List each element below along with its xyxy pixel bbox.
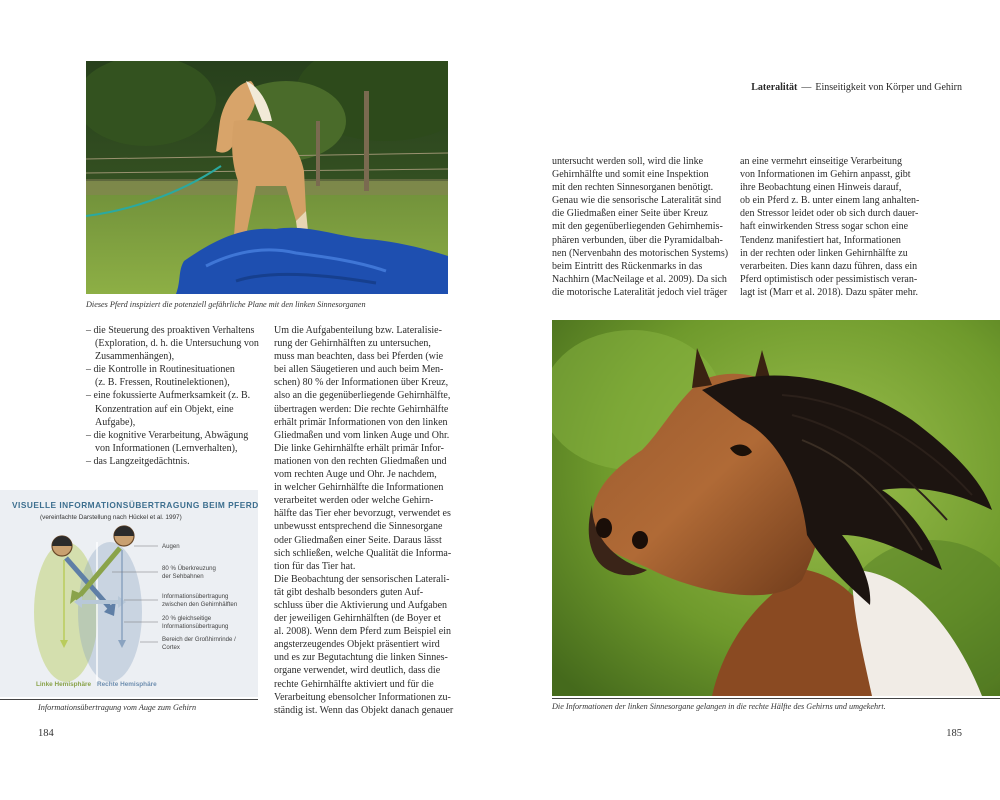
label-transfer-line-2: zwischen den Gehirnhälften (162, 601, 238, 608)
text-line: Gehirnhälfte und somit eine Inspektion (552, 169, 709, 181)
horse-portrait-photo (552, 320, 1000, 696)
text-line: ihre Beobachtung einen Hinweis darauf, (740, 182, 902, 194)
running-head-chapter: Lateralität (751, 82, 798, 93)
bullet-line: – eine fokussierte Aufmerksamkeit (z. B. (86, 390, 251, 402)
text-line: organe verwendet, wird deutlich, dass die (274, 665, 441, 677)
text-line: Um die Aufgabenteilung bzw. Lateralisie- (274, 325, 442, 336)
label-cortex-line-2: Cortex (162, 644, 180, 651)
right-eye-icon (114, 526, 134, 546)
visual-transfer-diagram (0, 490, 258, 697)
bullet-line: (Exploration, d. h. die Untersuchung von (95, 338, 259, 350)
text-line: unbewusst entsprechend die Sinnesorgane (274, 521, 443, 533)
text-line: phären verbunden, über die Pyramidalbah- (552, 234, 723, 246)
text-line: al. 2008). Wenn dem Pferd zum Beispiel ein (274, 626, 452, 638)
bullet-line: (z. B. Fressen, Routinelektionen), (95, 377, 230, 389)
text-line: haft einwirkenden Stress sogar schon eine (740, 221, 909, 233)
text-line: ständig ist. Wenn das Objekt danach genauer (274, 704, 454, 716)
bullet-line: – das Langzeitgedächtnis. (86, 455, 190, 467)
text-line: lagt ist (Marr et al. 2018). Dazu später mehr. (740, 286, 918, 298)
horse-tarp-photo (86, 61, 448, 294)
text-line: und es zur Begutachtung die linken Sinnes- (274, 652, 448, 664)
label-same-line-1: 20 % gleichseitige (162, 615, 212, 622)
label-eyes: Augen (162, 543, 180, 550)
text-line: untersucht werden soll, wird die linke (552, 156, 704, 167)
bullet-line: – die Steuerung des proaktiven Verhaltens (86, 325, 255, 336)
diagram-caption: Informationsübertragung vom Auge zum Gehirn (38, 703, 197, 712)
text-line: schluss über die Aktivierung und Aufgaben (274, 599, 448, 611)
right-hemisphere-label: Rechte Hemisphäre (97, 681, 157, 688)
caption-rule (0, 699, 258, 700)
caption-rule (552, 698, 1000, 699)
top-photo-caption: Dieses Pferd inspiziert die potenziell gefährliche Plane mit den linken Sinnesorganen (86, 300, 366, 309)
left-eye-icon (52, 536, 72, 556)
bullet-line: Konzentration auf ein Objekt, eine (95, 403, 234, 415)
text-line: übertragen werden: Die rechte Gehirnhälfte (274, 403, 449, 415)
text-line: hälfte das Tier eher bevorzugt, verwendet es (274, 508, 451, 520)
running-head-dash: — (801, 82, 812, 93)
bullet-line: von Informationen (Lernverhalten), (95, 442, 238, 454)
text-line: von Informationen im Gehirn anpasst, gibt (740, 169, 911, 181)
text-line: oder Gliedmaßen einer Seite. Daraus lässt (274, 534, 442, 546)
text-line: die motorische Lateralität jedoch viel träger (552, 286, 728, 298)
text-line: Die linke Gehirnhälfte erhält primär Infor- (274, 442, 445, 454)
right-page (500, 0, 1000, 800)
text-line: schen) 80 % der Informationen über Kreuz, (274, 377, 449, 389)
text-line: verarbeiten. Dies kann dazu führen, dass ein (740, 260, 918, 272)
page-number: 185 (946, 728, 962, 739)
left-hemisphere-label: Linke Hemisphäre (36, 681, 92, 688)
text-line: sich schließen, welche Qualität die Informa- (274, 547, 452, 559)
text-line: angsterzeugendes Objekt präsentiert wird (274, 639, 440, 651)
running-head-title: Einseitigkeit von Körper und Gehirn (815, 82, 962, 93)
text-line: verarbeitet werden oder welche Gehirn- (274, 495, 434, 507)
label-transfer-line-1: Informationsübertragung (162, 593, 229, 600)
bullet-line: Zusammenhängen), (95, 351, 175, 363)
text-line: mit den gegenüberliegenden Gehirnhemis- (552, 221, 723, 233)
text-line: den Stressor leidet oder ob sich durch dauer- (740, 208, 919, 220)
text-line: Tendenz manifestiert hat, Informationen (740, 234, 901, 246)
text-line: Die Beobachtung der sensorischen Laterali- (274, 573, 450, 585)
text-line: erhält primär Informationen von den linken (274, 416, 448, 428)
text-line: also an die gegenüberliegende Gehirnhälfte, (274, 390, 451, 402)
text-line: mit den rechten Sinnesorganen benötigt. (552, 182, 714, 194)
page-number: 184 (38, 728, 54, 739)
text-line: ob ein Pferd z. B. unter einem lang anhalten- (740, 195, 920, 207)
text-line: rung der Gehirnhälften zu untersuchen, (274, 338, 431, 350)
text-line: tät gibt deshalb besonders guten Auf- (274, 586, 424, 598)
label-cortex-line-1: Bereich der Großhirnrinde / (162, 636, 236, 643)
text-line: Verarbeitung ebensolcher Informationen zu- (274, 691, 451, 703)
bullet-line: – die kognitive Verarbeitung, Abwägung (86, 429, 249, 441)
text-line: in welcher Gehirnhälfte die Informationen (274, 482, 444, 494)
right-page-column-1 (552, 155, 732, 299)
text-line: muss man beachten, dass bei Pferden (wie (274, 351, 444, 363)
running-head (751, 82, 962, 93)
label-cross-line-2: der Sehbahnen (162, 573, 204, 580)
text-line: bei allen Säugetieren und auch beim Men- (274, 364, 444, 376)
text-line: beim Eintritt des Rückenmarks in das (552, 260, 703, 272)
text-line: Genau wie die sensorische Lateralität sind (552, 195, 722, 207)
bullet-line: – die Kontrolle in Routinesituationen (86, 364, 235, 376)
text-line: Nachhirn (MacNeilage et al. 2009). Da sich (552, 273, 727, 285)
text-line: an eine vermehrt einseitige Verarbeitung (740, 156, 902, 167)
label-cross-line-1: 80 % Überkreuzung (162, 565, 216, 572)
text-line: Pferd optimistisch oder pessimistisch veran- (740, 273, 918, 285)
text-line: Gliedmaßen und vom linken Auge und Ohr. (274, 429, 450, 441)
text-line: der jeweiligen Gehirnhälften (de Boyer et (274, 613, 441, 625)
bullet-list (86, 324, 259, 468)
text-line: vom rechten Auge und Ohr. Je nachdem, (274, 469, 437, 481)
text-line: tion für das Tier hat. (274, 560, 356, 572)
text-line: die Gliedmaßen einer Seite über Kreuz (552, 208, 708, 220)
text-line: rechte Gehirnhälfte aktiviert und für die (274, 678, 434, 690)
left-page-column-2 (274, 324, 454, 717)
diagram-title: VISUELLE INFORMATIONSÜBERTRAGUNG BEIM PFERD (12, 500, 259, 510)
right-page-column-2 (740, 155, 920, 299)
portrait-caption: Die Informationen der linken Sinnesorgane gelangen in die rechte Hälfte des Gehirns und umgekehrt. (552, 702, 886, 711)
diagram-subtitle: (vereinfachte Darstellung nach Hückel et al. 1997) (40, 514, 182, 521)
bullet-line: Aufgabe), (95, 416, 136, 428)
text-line: in der rechten oder linken Gehirnhälfte zu (740, 247, 908, 259)
label-same-line-2: Informationsübertragung (162, 623, 229, 630)
text-line: mationen von den rechten Gliedmaßen und (274, 455, 447, 467)
text-line: nen (Nervenbahn des motorischen Systems) (552, 247, 729, 259)
